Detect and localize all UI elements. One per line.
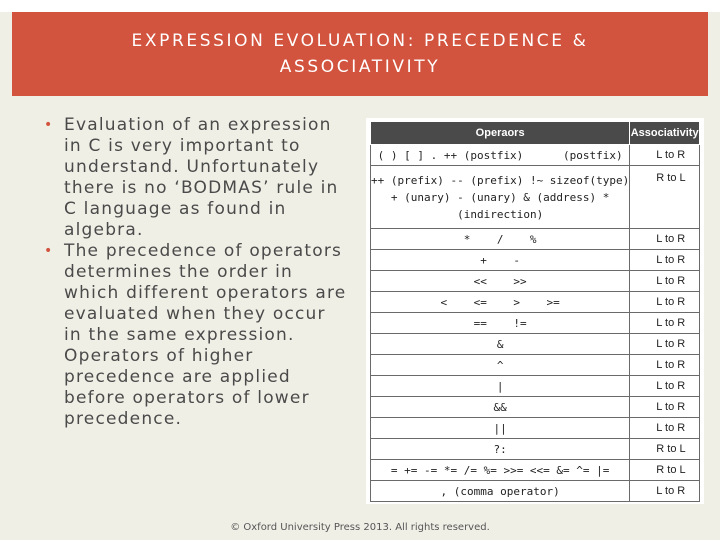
table-row	[371, 313, 700, 334]
slide-title	[80, 28, 640, 80]
table-row	[371, 418, 700, 439]
operator-cell: << >>	[371, 271, 630, 292]
operator-cell: ^	[371, 355, 630, 376]
associativity-cell: L to R	[630, 271, 700, 292]
table-row	[371, 376, 700, 397]
associativity-cell: L to R	[630, 355, 700, 376]
operator-cell: ||	[371, 418, 630, 439]
associativity-cell: L to R	[630, 145, 700, 166]
table-row	[371, 271, 700, 292]
operator-cell: |	[371, 376, 630, 397]
table-header-row	[371, 122, 700, 145]
table-row	[371, 292, 700, 313]
associativity-cell: L to R	[630, 481, 700, 502]
slide-title-line-2: ASSOCIATIVITY	[279, 57, 441, 77]
associativity-cell: R to L	[630, 460, 700, 481]
bullet-list	[44, 115, 349, 430]
bullet-text: The precedence of operators determines the order in which different operators are evaluated when they occur in the same expression. Operators of higher precedence are applied before operators of lower precedence.	[64, 241, 347, 429]
table-row	[371, 334, 700, 355]
table-row	[371, 439, 700, 460]
associativity-cell: R to L	[630, 166, 700, 229]
associativity-cell: L to R	[630, 397, 700, 418]
operator-cell: * / %	[371, 229, 630, 250]
precedence-table-panel	[366, 118, 704, 504]
operator-cell: &	[371, 334, 630, 355]
operator-cell: = += -= *= /= %= >>= <<= &= ^= |=	[371, 460, 630, 481]
associativity-cell: L to R	[630, 250, 700, 271]
copyright-footer: © Oxford University Press 2013. All rights reserved.	[230, 522, 490, 533]
bullet-icon: •	[44, 117, 54, 133]
associativity-column-header: Associativity	[630, 122, 700, 145]
operator-cell: ++ (prefix) -- (prefix) !~ sizeof(type) + (unary) - (unary) & (address) * (indirection)	[371, 166, 630, 229]
operator-cell: == !=	[371, 313, 630, 334]
precedence-table	[370, 121, 700, 502]
operator-cell: , (comma operator)	[371, 481, 630, 502]
table-row	[371, 166, 700, 229]
operators-column-header: Operaors	[371, 122, 630, 145]
table-row	[371, 460, 700, 481]
associativity-cell: L to R	[630, 292, 700, 313]
associativity-cell: L to R	[630, 418, 700, 439]
operator-cell: ?:	[371, 439, 630, 460]
table-row	[371, 355, 700, 376]
table-row	[371, 250, 700, 271]
operator-cell: + -	[371, 250, 630, 271]
table-row	[371, 229, 700, 250]
top-strip	[0, 0, 720, 12]
bullet-icon: •	[44, 243, 54, 259]
table-row	[371, 145, 700, 166]
operator-cell: &&	[371, 397, 630, 418]
operator-cell: ( ) [ ] . ++ (postfix) (postfix)	[371, 145, 630, 166]
bullet-text: Evaluation of an expression in C is very important to understand. Unfortunately there is no ‘BODMAS’ rule in C language as found in algebra.	[64, 115, 339, 240]
associativity-cell: R to L	[630, 439, 700, 460]
bullet-item	[44, 115, 349, 241]
associativity-cell: L to R	[630, 376, 700, 397]
slide-title-line-1: EXPRESSION EVOLUATION: PRECEDENCE &	[131, 31, 589, 51]
associativity-cell: L to R	[630, 229, 700, 250]
bullet-item	[44, 241, 349, 430]
table-row	[371, 481, 700, 502]
associativity-cell: L to R	[630, 334, 700, 355]
associativity-cell: L to R	[630, 313, 700, 334]
table-row	[371, 397, 700, 418]
operator-cell: < <= > >=	[371, 292, 630, 313]
title-banner	[12, 12, 708, 96]
